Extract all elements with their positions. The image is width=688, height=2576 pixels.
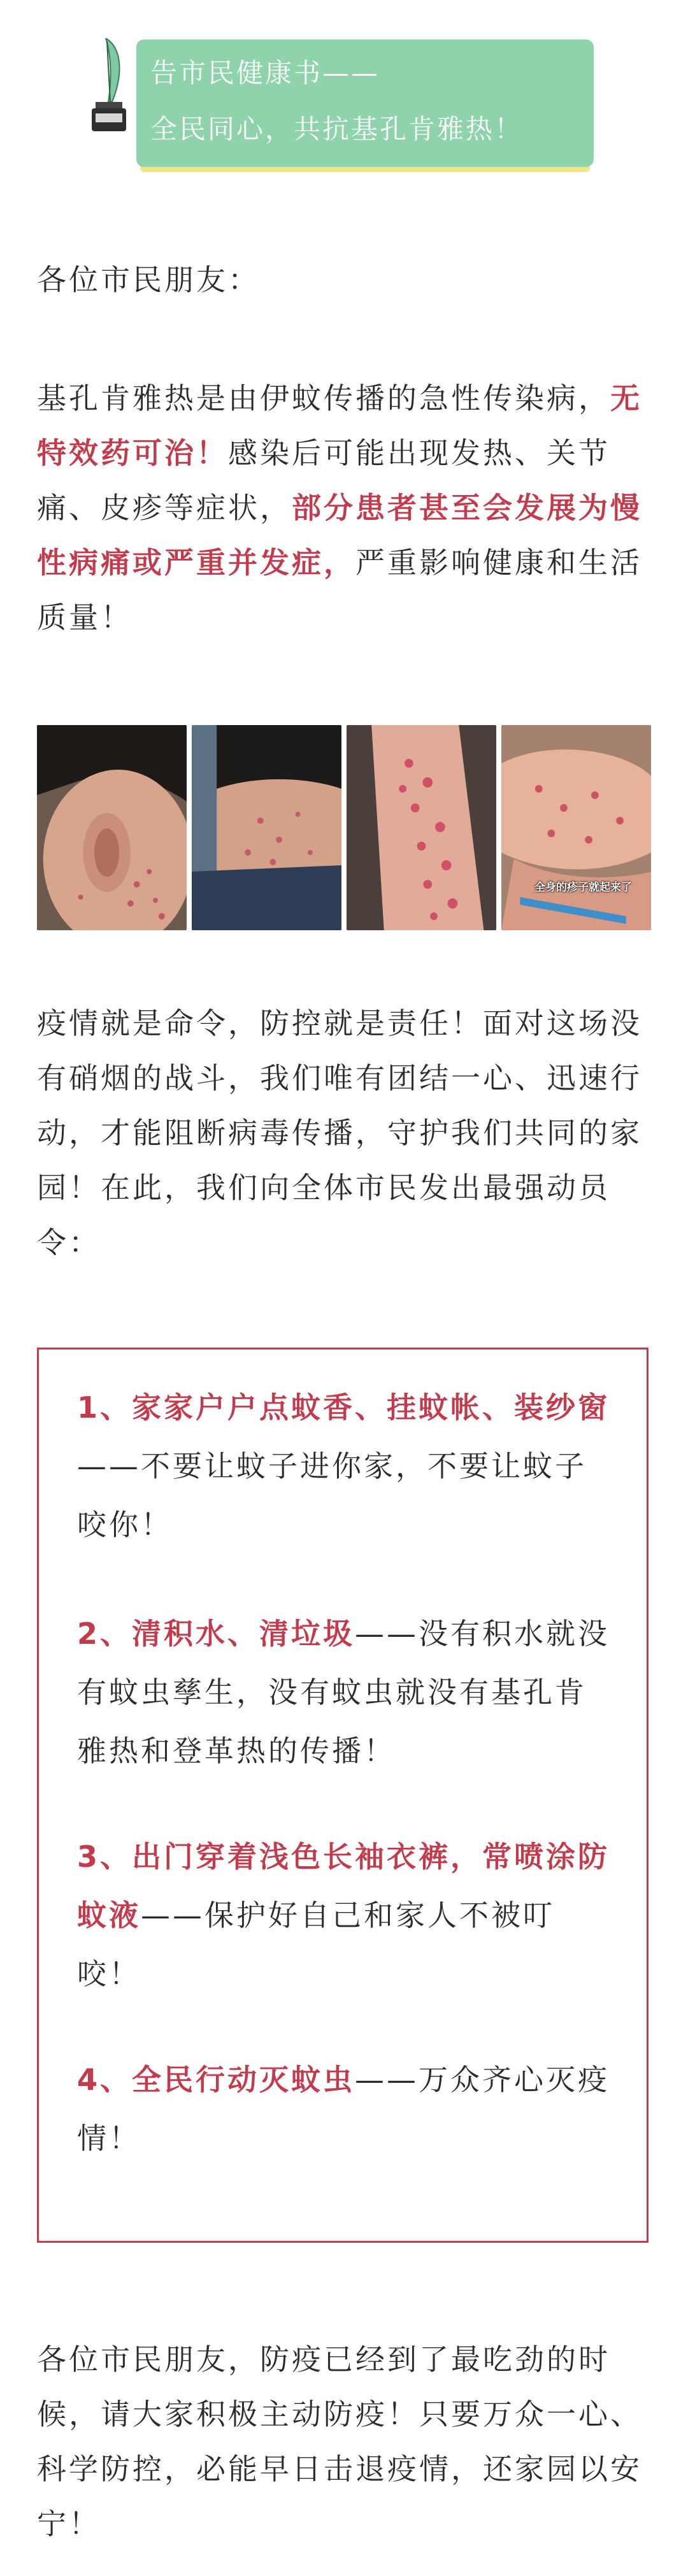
hand-rash-photo <box>501 725 651 930</box>
greeting: 各位市民朋友： <box>37 263 260 297</box>
measure-item <box>77 1604 612 1780</box>
measure-text: ——万众齐心灭疫情！ <box>77 2062 610 2155</box>
neck-rash-photo <box>192 725 341 930</box>
ear-rash-photo <box>37 725 187 930</box>
closing-paragraph: 各位市民朋友，防疫已经到了最吃劲的时候，请大家积极主动防疫！只要万众一心、科学防控，必能早日击退疫情，还家园以安宁！ <box>37 2342 642 2541</box>
ink-bottle-quill-icon <box>87 38 131 134</box>
measure-text: ——保护好自己和家人不被叮咬！ <box>77 1898 555 1991</box>
measure-text: ——没有积水就没有蚊虫孳生，没有蚊虫就没有基孔肯雅热和登革热的传播！ <box>77 1616 610 1768</box>
banner-subtitle: 全民同心，共抗基孔肯雅热！ <box>150 113 524 145</box>
arm-rash-photo <box>347 725 496 930</box>
title-banner <box>136 40 594 167</box>
photo-caption: 全身的疹子就起来了 <box>534 881 632 894</box>
measure-item <box>77 1378 612 1554</box>
appeal-paragraph: 疫情就是命令，防控就是责任！面对这场没有硝烟的战斗，我们唯有团结一心、迅速行动，才能阻断病毒传播，守护我们共同的家园！在此，我们向全体市民发出最强动员令： <box>37 1006 642 1260</box>
intro-text-3: 严重影响健康和生活质量！ <box>37 545 642 635</box>
measure-title: 3、出门穿着浅色长袖衣裤，常喷涂防蚊液 <box>77 1839 610 1932</box>
measure-title: 2、清积水、清垃圾 <box>77 1616 355 1651</box>
measures-box <box>37 1348 649 2243</box>
measure-item <box>77 1827 612 2003</box>
measure-text: ——不要让蚊子进你家，不要让蚊子咬你！ <box>77 1449 587 1542</box>
intro-text-1: 基孔肯雅热是由伊蚊传播的急性传染病， <box>37 381 610 415</box>
intro-text-2: 感染后可能出现发热、关节痛、皮疹等症状， <box>37 436 610 525</box>
intro-highlight-no-cure: 无特效药可治！ <box>37 381 642 470</box>
measure-title: 4、全民行动灭蚊虫 <box>77 2062 355 2097</box>
banner-title: 告市民健康书—— <box>150 57 380 89</box>
measure-title: 1、家家户户点蚊香、挂蚊帐、装纱窗 <box>77 1390 610 1425</box>
intro-highlight-chronic: 部分患者甚至会发展为慢性病痛或严重并发症， <box>37 491 642 580</box>
symptom-photos <box>37 725 651 930</box>
measure-item <box>77 2050 612 2168</box>
intro-paragraph <box>37 371 651 645</box>
